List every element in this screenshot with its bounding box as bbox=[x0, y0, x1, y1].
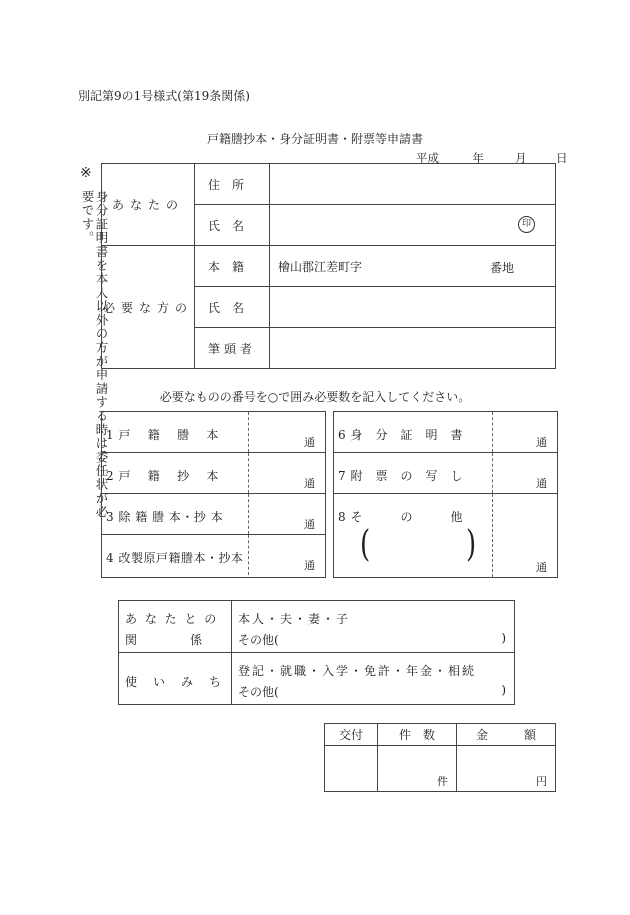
seal-mark: 印 bbox=[518, 216, 535, 233]
open-bracket: ( bbox=[360, 524, 371, 566]
item-row[interactable] bbox=[102, 494, 325, 535]
applicant-name-label: 氏名 bbox=[195, 205, 270, 246]
issue-header: 交付 bbox=[325, 724, 378, 746]
item-unit: 通 bbox=[304, 559, 315, 572]
form-number-note: 別記第9の1号様式(第19条関係) bbox=[78, 89, 250, 103]
item-unit: 通 bbox=[536, 436, 547, 449]
amount-unit: 円 bbox=[536, 775, 547, 788]
item-unit: 通 bbox=[536, 477, 547, 490]
count-header: 件 数 bbox=[378, 724, 457, 746]
usage-other: その他( bbox=[238, 685, 279, 699]
amount-field[interactable] bbox=[457, 746, 556, 792]
count-field[interactable] bbox=[378, 746, 457, 792]
item-unit: 通 bbox=[304, 436, 315, 449]
item-label: 3 除 籍 謄 本・抄 本 bbox=[106, 510, 224, 524]
usage-options: 登記・就職・入学・免許・年金・相続 bbox=[238, 664, 477, 678]
honseki-label: 本籍 bbox=[195, 246, 270, 287]
item-divider bbox=[492, 494, 493, 577]
item-row[interactable] bbox=[102, 535, 325, 575]
applicant-group-label: あなたの bbox=[102, 164, 195, 246]
item-divider bbox=[248, 535, 249, 575]
usage-label: 使 い み ち bbox=[125, 675, 224, 689]
amount-header: 金 額 bbox=[457, 724, 556, 746]
honseki-prefix: 檜山郡江差町字 bbox=[278, 259, 363, 274]
item-label: 7 附 票 の 写 し bbox=[338, 469, 463, 483]
relation-label-2: 関 係 bbox=[125, 633, 204, 647]
item-divider bbox=[248, 453, 249, 493]
target-group-label: 必要な方の bbox=[102, 246, 195, 369]
date-day: 日 bbox=[555, 151, 568, 165]
head-of-household-field[interactable] bbox=[270, 328, 556, 369]
item-label: 4 改製原戸籍謄本・抄本 bbox=[106, 551, 244, 565]
target-name-label: 氏名 bbox=[195, 287, 270, 328]
item-row[interactable] bbox=[334, 453, 557, 494]
item-divider bbox=[248, 412, 249, 452]
head-of-household-label: 筆頭者 bbox=[195, 328, 270, 369]
address-label: 住所 bbox=[195, 164, 270, 205]
item-label: 8 そ の 他 bbox=[338, 510, 463, 524]
usage-close: ) bbox=[501, 683, 506, 697]
item-unit: 通 bbox=[536, 561, 547, 574]
date-month: 月 bbox=[515, 151, 527, 165]
item-divider bbox=[492, 453, 493, 493]
honseki-field[interactable] bbox=[270, 246, 556, 287]
banchi-label: 番地 bbox=[490, 261, 515, 275]
date-era: 平成 bbox=[416, 151, 439, 165]
relation-field[interactable] bbox=[232, 601, 515, 653]
item-row[interactable] bbox=[334, 494, 557, 577]
instruction-text: 必要なものの番号を○で囲み必要数を記入してください。 bbox=[159, 390, 471, 404]
relation-other: その他( bbox=[238, 633, 279, 647]
item-label: 2 戸 籍 抄 本 bbox=[106, 469, 219, 483]
item-row[interactable] bbox=[102, 453, 325, 494]
item-unit: 通 bbox=[304, 518, 315, 531]
item-divider bbox=[492, 412, 493, 452]
close-bracket: ) bbox=[466, 524, 477, 566]
count-unit: 件 bbox=[437, 775, 448, 788]
applicant-name-field[interactable] bbox=[270, 205, 556, 246]
item-divider bbox=[248, 494, 249, 534]
relation-label: あ な た と の bbox=[125, 612, 219, 626]
item-unit: 通 bbox=[304, 477, 315, 490]
note-mark: ※ bbox=[80, 165, 92, 181]
issue-field[interactable] bbox=[325, 746, 378, 792]
relation-usage-table bbox=[118, 600, 515, 705]
target-name-field[interactable] bbox=[270, 287, 556, 328]
items-left-box bbox=[101, 411, 326, 578]
usage-field[interactable] bbox=[232, 653, 515, 705]
item-label: 6 身 分 証 明 書 bbox=[338, 428, 463, 442]
document-title: 戸籍謄抄本・身分証明書・附票等申請書 bbox=[206, 132, 423, 146]
relation-close: ) bbox=[501, 631, 506, 645]
relation-options: 本人・夫・妻・子 bbox=[238, 612, 351, 626]
fee-table bbox=[324, 723, 556, 792]
items-right-box bbox=[333, 411, 558, 578]
date-year: 年 bbox=[472, 151, 484, 165]
relation-label-cell bbox=[119, 601, 232, 653]
item-row[interactable] bbox=[102, 412, 325, 453]
usage-label-cell bbox=[119, 653, 232, 705]
item-row[interactable] bbox=[334, 412, 557, 453]
proxy-note: 身分証明書を本人以外の方が申請する時は委任状が必要です。 bbox=[80, 190, 109, 519]
address-field[interactable] bbox=[270, 164, 556, 205]
applicant-table bbox=[101, 163, 556, 369]
item-label: 1 戸 籍 謄 本 bbox=[106, 428, 219, 442]
